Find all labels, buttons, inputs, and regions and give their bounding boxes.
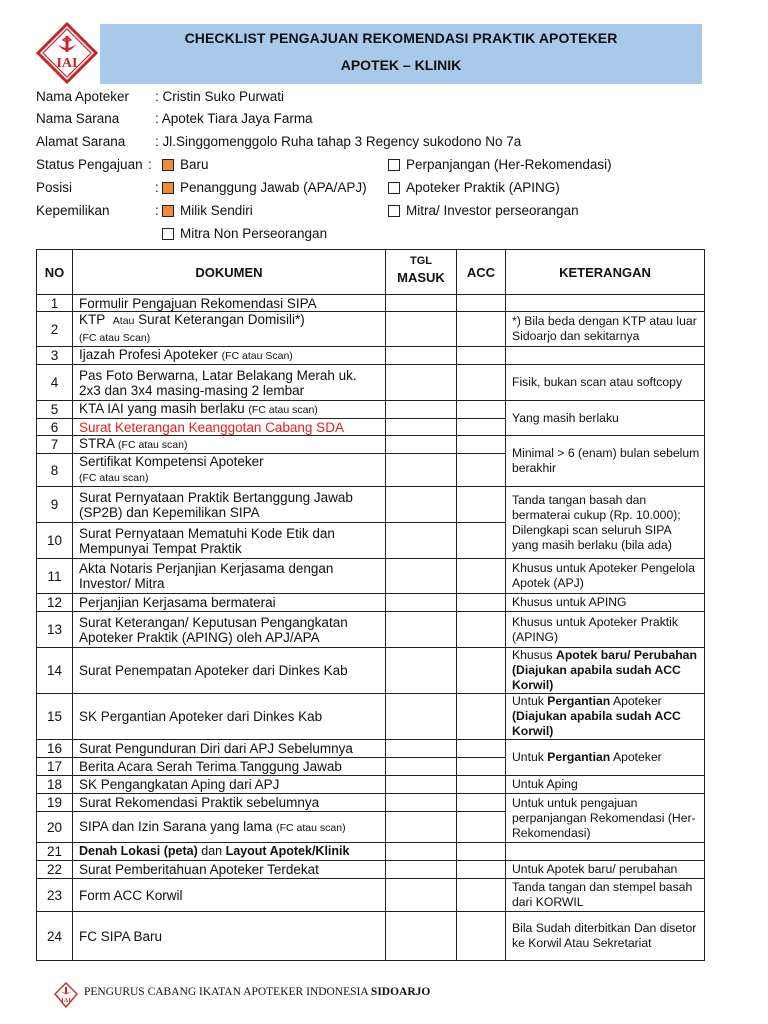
header-no: NO <box>37 250 73 295</box>
acc-cell[interactable] <box>457 861 506 879</box>
option-mitra-non-perseorangan[interactable] <box>162 226 327 241</box>
tgl-masuk-cell[interactable] <box>386 312 457 347</box>
row-document: Formulir Pengajuan Rekomendasi SIPA <box>73 295 386 312</box>
row-document: Surat Rekomendasi Praktik sebelumnya <box>73 794 386 812</box>
doc-note: (FC atau Scan) <box>79 332 151 344</box>
table-row <box>37 740 705 758</box>
field-colon: : <box>148 157 152 172</box>
document-subtitle: APOTEK – KLINIK <box>340 57 462 73</box>
row-no: 7 <box>37 436 73 454</box>
footer-org: PENGURUS CABANG IKATAN APOTEKER INDONESIA <box>84 986 369 998</box>
ket-text-bold: Pergantian <box>547 750 611 764</box>
row-document: Surat Pengunduran Diri dari APJ Sebelumnya <box>73 740 386 758</box>
doc-note: (FC atau scan) <box>248 404 318 416</box>
tgl-masuk-cell[interactable] <box>386 401 457 419</box>
ket-text: Apoteker <box>612 750 662 764</box>
acc-cell[interactable] <box>457 740 506 758</box>
checklist-table <box>36 249 705 961</box>
option-perpanjangan[interactable] <box>388 157 612 172</box>
row-no: 11 <box>37 559 73 594</box>
row-document: Surat Keterangan/ Keputusan Pengangkatan Apoteker Praktik (APING) oleh APJ/APA <box>73 612 386 648</box>
acc-cell[interactable] <box>457 454 506 487</box>
row-no: 1 <box>37 295 73 312</box>
tgl-masuk-cell[interactable] <box>386 454 457 487</box>
row-no: 8 <box>37 454 73 487</box>
doc-text-bold: Layout Apotek/Klinik <box>225 844 350 858</box>
table-row <box>37 347 705 365</box>
row-keterangan: Fisik, bukan scan atau softcopy <box>506 365 705 401</box>
table-row <box>37 879 705 912</box>
option-mitra-investor[interactable] <box>388 203 579 218</box>
acc-cell[interactable] <box>457 812 506 843</box>
field-label: Alamat Sarana <box>36 134 126 149</box>
doc-note: (FC atau scan) <box>79 472 149 484</box>
row-document <box>73 454 386 487</box>
table-row <box>37 794 705 812</box>
tgl-masuk-cell[interactable] <box>386 594 457 612</box>
header-tgl-line2: MASUK <box>397 270 445 285</box>
field-value: : Jl.Singgomenggolo Ruha tahap 3 Regency sukodono No 7a <box>155 134 522 149</box>
row-document <box>73 401 386 419</box>
option-label: Mitra Non Perseorangan <box>180 226 328 241</box>
ket-text-bold: (Diajukan apabila sudah ACC Korwil) <box>512 709 681 738</box>
tgl-masuk-cell[interactable] <box>386 487 457 523</box>
table-row <box>37 401 705 419</box>
header-dokumen: DOKUMEN <box>73 250 386 295</box>
checkbox-checked[interactable] <box>162 205 174 217</box>
doc-note: (FC atau Scan) <box>221 350 293 362</box>
option-milik-sendiri[interactable] <box>162 203 253 218</box>
row-document: FC SIPA Baru <box>73 912 386 961</box>
field-value: : Cristin Suko Purwati <box>155 89 285 104</box>
doc-text: STRA <box>79 436 115 451</box>
row-document: SK Pergantian Apoteker dari Dinkes Kab <box>73 694 386 740</box>
acc-cell[interactable] <box>457 295 506 312</box>
field-colon: : <box>155 203 159 218</box>
row-keterangan: Khusus untuk Apoteker Praktik (APING) <box>506 612 705 648</box>
table-row <box>37 612 705 648</box>
option-label: Mitra/ Investor perseorangan <box>406 203 579 218</box>
tgl-masuk-cell[interactable] <box>386 843 457 861</box>
acc-cell[interactable] <box>457 487 506 523</box>
tgl-masuk-cell[interactable] <box>386 648 457 694</box>
option-label: Apoteker Praktik (APING) <box>406 180 560 195</box>
tgl-masuk-cell[interactable] <box>386 523 457 559</box>
acc-cell[interactable] <box>457 612 506 648</box>
header-tgl-line1: TGL <box>410 255 432 267</box>
row-no: 10 <box>37 523 73 559</box>
acc-cell[interactable] <box>457 776 506 794</box>
row-keterangan: Bila Sudah diterbitkan Dan disetor ke Korwil Atau Sekretariat <box>506 912 705 961</box>
row-no: 17 <box>37 758 73 776</box>
row-keterangan: Minimal > 6 (enam) bulan sebelum berakhir <box>506 436 705 487</box>
row-no: 3 <box>37 347 73 365</box>
iai-logo-small <box>54 982 78 1008</box>
table-row <box>37 436 705 454</box>
ket-text-bold: (Diajukan apabila sudah ACC Korwil) <box>512 663 681 692</box>
checkbox-unchecked[interactable] <box>388 205 400 217</box>
option-label: Baru <box>180 157 209 172</box>
row-no: 23 <box>37 879 73 912</box>
acc-cell[interactable] <box>457 912 506 961</box>
row-no: 24 <box>37 912 73 961</box>
row-keterangan: Tanda tangan basah dan bermaterai cukup (Rp. 10.000); Dilengkapi scan seluruh SIPA yang masih berlaku (bila ada) <box>506 487 705 559</box>
row-no: 5 <box>37 401 73 419</box>
option-baru[interactable] <box>162 157 209 172</box>
ket-text: Untuk <box>512 750 544 764</box>
row-keterangan <box>506 694 705 740</box>
row-no: 13 <box>37 612 73 648</box>
option-penanggung-jawab[interactable] <box>162 180 367 195</box>
tgl-masuk-cell[interactable] <box>386 612 457 648</box>
row-document <box>73 347 386 365</box>
table-row <box>37 861 705 879</box>
row-document: Surat Pernyataan Mematuhi Kode Etik dan Mempunyai Tempat Praktik <box>73 523 386 559</box>
ket-text: Apoteker <box>612 694 662 708</box>
table-row <box>37 559 705 594</box>
row-document: Berita Acara Serah Terima Tanggung Jawab <box>73 758 386 776</box>
acc-cell[interactable] <box>457 523 506 559</box>
acc-cell[interactable] <box>457 419 506 436</box>
checkbox-unchecked[interactable] <box>162 228 174 240</box>
row-keterangan: Untuk Aping <box>506 776 705 794</box>
row-keterangan <box>506 295 705 312</box>
tgl-masuk-cell[interactable] <box>386 365 457 401</box>
tgl-masuk-cell[interactable] <box>386 559 457 594</box>
row-no: 12 <box>37 594 73 612</box>
acc-cell[interactable] <box>457 694 506 740</box>
doc-text: Sertifikat Kompetensi Apoteker <box>79 454 264 469</box>
row-no: 6 <box>37 419 73 436</box>
row-keterangan: Tanda tangan dan stempel basah dari KORWIL <box>506 879 705 912</box>
title-band <box>100 24 702 84</box>
field-label: Posisi <box>36 180 73 195</box>
row-keterangan <box>506 843 705 861</box>
row-no: 9 <box>37 487 73 523</box>
footer-logo-text: IAI <box>61 997 71 1004</box>
row-document <box>73 436 386 454</box>
table-row <box>37 648 705 694</box>
table-row <box>37 776 705 794</box>
row-keterangan: Yang masih berlaku <box>506 401 705 436</box>
ket-text: Khusus <box>512 648 553 662</box>
checkbox-unchecked[interactable] <box>388 182 400 194</box>
row-document: Perjanjian Kerjasama bermaterai <box>73 594 386 612</box>
field-label: Nama Apoteker <box>36 89 130 104</box>
iai-logo <box>36 22 98 84</box>
acc-cell[interactable] <box>457 401 506 419</box>
checkbox-checked[interactable] <box>162 182 174 194</box>
tgl-masuk-cell[interactable] <box>386 776 457 794</box>
row-keterangan: Untuk Apotek baru/ perubahan <box>506 861 705 879</box>
row-keterangan <box>506 347 705 365</box>
ket-text-bold: Pergantian <box>547 694 611 708</box>
row-document: Surat Keterangan Keanggotan Cabang SDA <box>73 419 386 436</box>
header-acc: ACC <box>457 250 506 295</box>
table-row <box>37 843 705 861</box>
doc-text: KTP <box>79 312 106 327</box>
acc-cell[interactable] <box>457 648 506 694</box>
row-document: Surat Pernyataan Praktik Bertanggung Jawab (SP2B) dan Kepemilikan SIPA <box>73 487 386 523</box>
row-no: 16 <box>37 740 73 758</box>
table-row <box>37 312 705 347</box>
doc-text: Ijazah Profesi Apoteker <box>79 347 218 362</box>
tgl-masuk-cell[interactable] <box>386 694 457 740</box>
table-header-row <box>37 250 705 295</box>
row-document <box>73 312 386 347</box>
field-label: Kepemilikan <box>36 203 110 218</box>
table-row <box>37 295 705 312</box>
option-label: Milik Sendiri <box>180 203 253 218</box>
table-row <box>37 487 705 523</box>
checkbox-unchecked[interactable] <box>388 159 400 171</box>
acc-cell[interactable] <box>457 312 506 347</box>
logo-text: IAI <box>56 56 78 71</box>
acc-cell[interactable] <box>457 794 506 812</box>
table-row <box>37 594 705 612</box>
option-label: Penanggung Jawab (APA/APJ) <box>180 180 367 195</box>
option-apoteker-praktik[interactable] <box>388 180 560 195</box>
row-keterangan <box>506 648 705 694</box>
tgl-masuk-cell[interactable] <box>386 861 457 879</box>
footer-city: SIDOARJO <box>370 986 431 998</box>
acc-cell[interactable] <box>457 879 506 912</box>
row-no: 21 <box>37 843 73 861</box>
row-document <box>73 843 386 861</box>
row-document: Akta Notaris Perjanjian Kerjasama dengan Investor/ Mitra <box>73 559 386 594</box>
document-title: CHECKLIST PENGAJUAN REKOMENDASI PRAKTIK APOTEKER <box>184 30 618 46</box>
row-keterangan: Khusus untuk Apoteker Pengelola Apotek (APJ) <box>506 559 705 594</box>
ket-text: Untuk <box>512 694 544 708</box>
tgl-masuk-cell[interactable] <box>386 347 457 365</box>
field-label: Nama Sarana <box>36 111 120 126</box>
tgl-masuk-cell[interactable] <box>386 812 457 843</box>
acc-cell[interactable] <box>457 594 506 612</box>
tgl-masuk-cell[interactable] <box>386 295 457 312</box>
tgl-masuk-cell[interactable] <box>386 879 457 912</box>
tgl-masuk-cell[interactable] <box>386 912 457 961</box>
row-no: 2 <box>37 312 73 347</box>
row-document <box>73 812 386 843</box>
field-colon: : <box>155 180 159 195</box>
row-no: 19 <box>37 794 73 812</box>
acc-cell[interactable] <box>457 843 506 861</box>
row-no: 18 <box>37 776 73 794</box>
acc-cell[interactable] <box>457 758 506 776</box>
row-document: SK Pengangkatan Aping dari APJ <box>73 776 386 794</box>
option-label: Perpanjangan (Her-Rekomendasi) <box>406 157 612 172</box>
row-keterangan: *) Bila beda dengan KTP atau luar Sidoarjo dan sekitarnya <box>506 312 705 347</box>
doc-text-bold: Denah Lokasi (peta) <box>79 844 198 858</box>
tgl-masuk-cell[interactable] <box>386 758 457 776</box>
row-document: Surat Penempatan Apoteker dari Dinkes Kab <box>73 648 386 694</box>
tgl-masuk-cell[interactable] <box>386 419 457 436</box>
table-row <box>37 912 705 961</box>
acc-cell[interactable] <box>457 347 506 365</box>
acc-cell[interactable] <box>457 365 506 401</box>
doc-note: (FC atau scan) <box>276 821 346 834</box>
checkbox-checked[interactable] <box>162 159 174 171</box>
header-keterangan: KETERANGAN <box>506 250 705 295</box>
row-document: Form ACC Korwil <box>73 879 386 912</box>
ket-text-bold: Apotek baru/ Perubahan <box>556 648 697 662</box>
table-row <box>37 365 705 401</box>
doc-text: SIPA dan Izin Sarana yang lama <box>79 818 273 834</box>
row-no: 15 <box>37 694 73 740</box>
doc-text-small: Atau <box>112 315 135 327</box>
field-label: Status Pengajuan <box>36 157 143 172</box>
doc-text: KTA IAI yang masih berlaku <box>79 401 245 416</box>
doc-text: Surat Keterangan Domisili*) <box>138 312 305 327</box>
row-document: Pas Foto Berwarna, Latar Belakang Merah uk. 2x3 dan 3x4 masing-masing 2 lembar <box>73 365 386 401</box>
acc-cell[interactable] <box>457 559 506 594</box>
row-keterangan: Khusus untuk APING <box>506 594 705 612</box>
row-keterangan <box>506 740 705 776</box>
row-no: 14 <box>37 648 73 694</box>
field-value: : Apotek Tiara Jaya Farma <box>155 111 313 126</box>
acc-cell[interactable] <box>457 436 506 454</box>
table-row <box>37 694 705 740</box>
doc-text: dan <box>201 844 223 858</box>
row-no: 20 <box>37 812 73 843</box>
row-keterangan: Untuk untuk pengajuan perpanjangan Rekomendasi (Her-Rekomendasi) <box>506 794 705 843</box>
doc-note: (FC atau scan) <box>118 439 188 451</box>
row-document: Surat Pemberitahuan Apoteker Terdekat <box>73 861 386 879</box>
header-tgl-masuk <box>386 250 457 295</box>
row-no: 22 <box>37 861 73 879</box>
footer-text <box>84 986 430 998</box>
tgl-masuk-cell[interactable] <box>386 740 457 758</box>
tgl-masuk-cell[interactable] <box>386 794 457 812</box>
row-no: 4 <box>37 365 73 401</box>
tgl-masuk-cell[interactable] <box>386 436 457 454</box>
